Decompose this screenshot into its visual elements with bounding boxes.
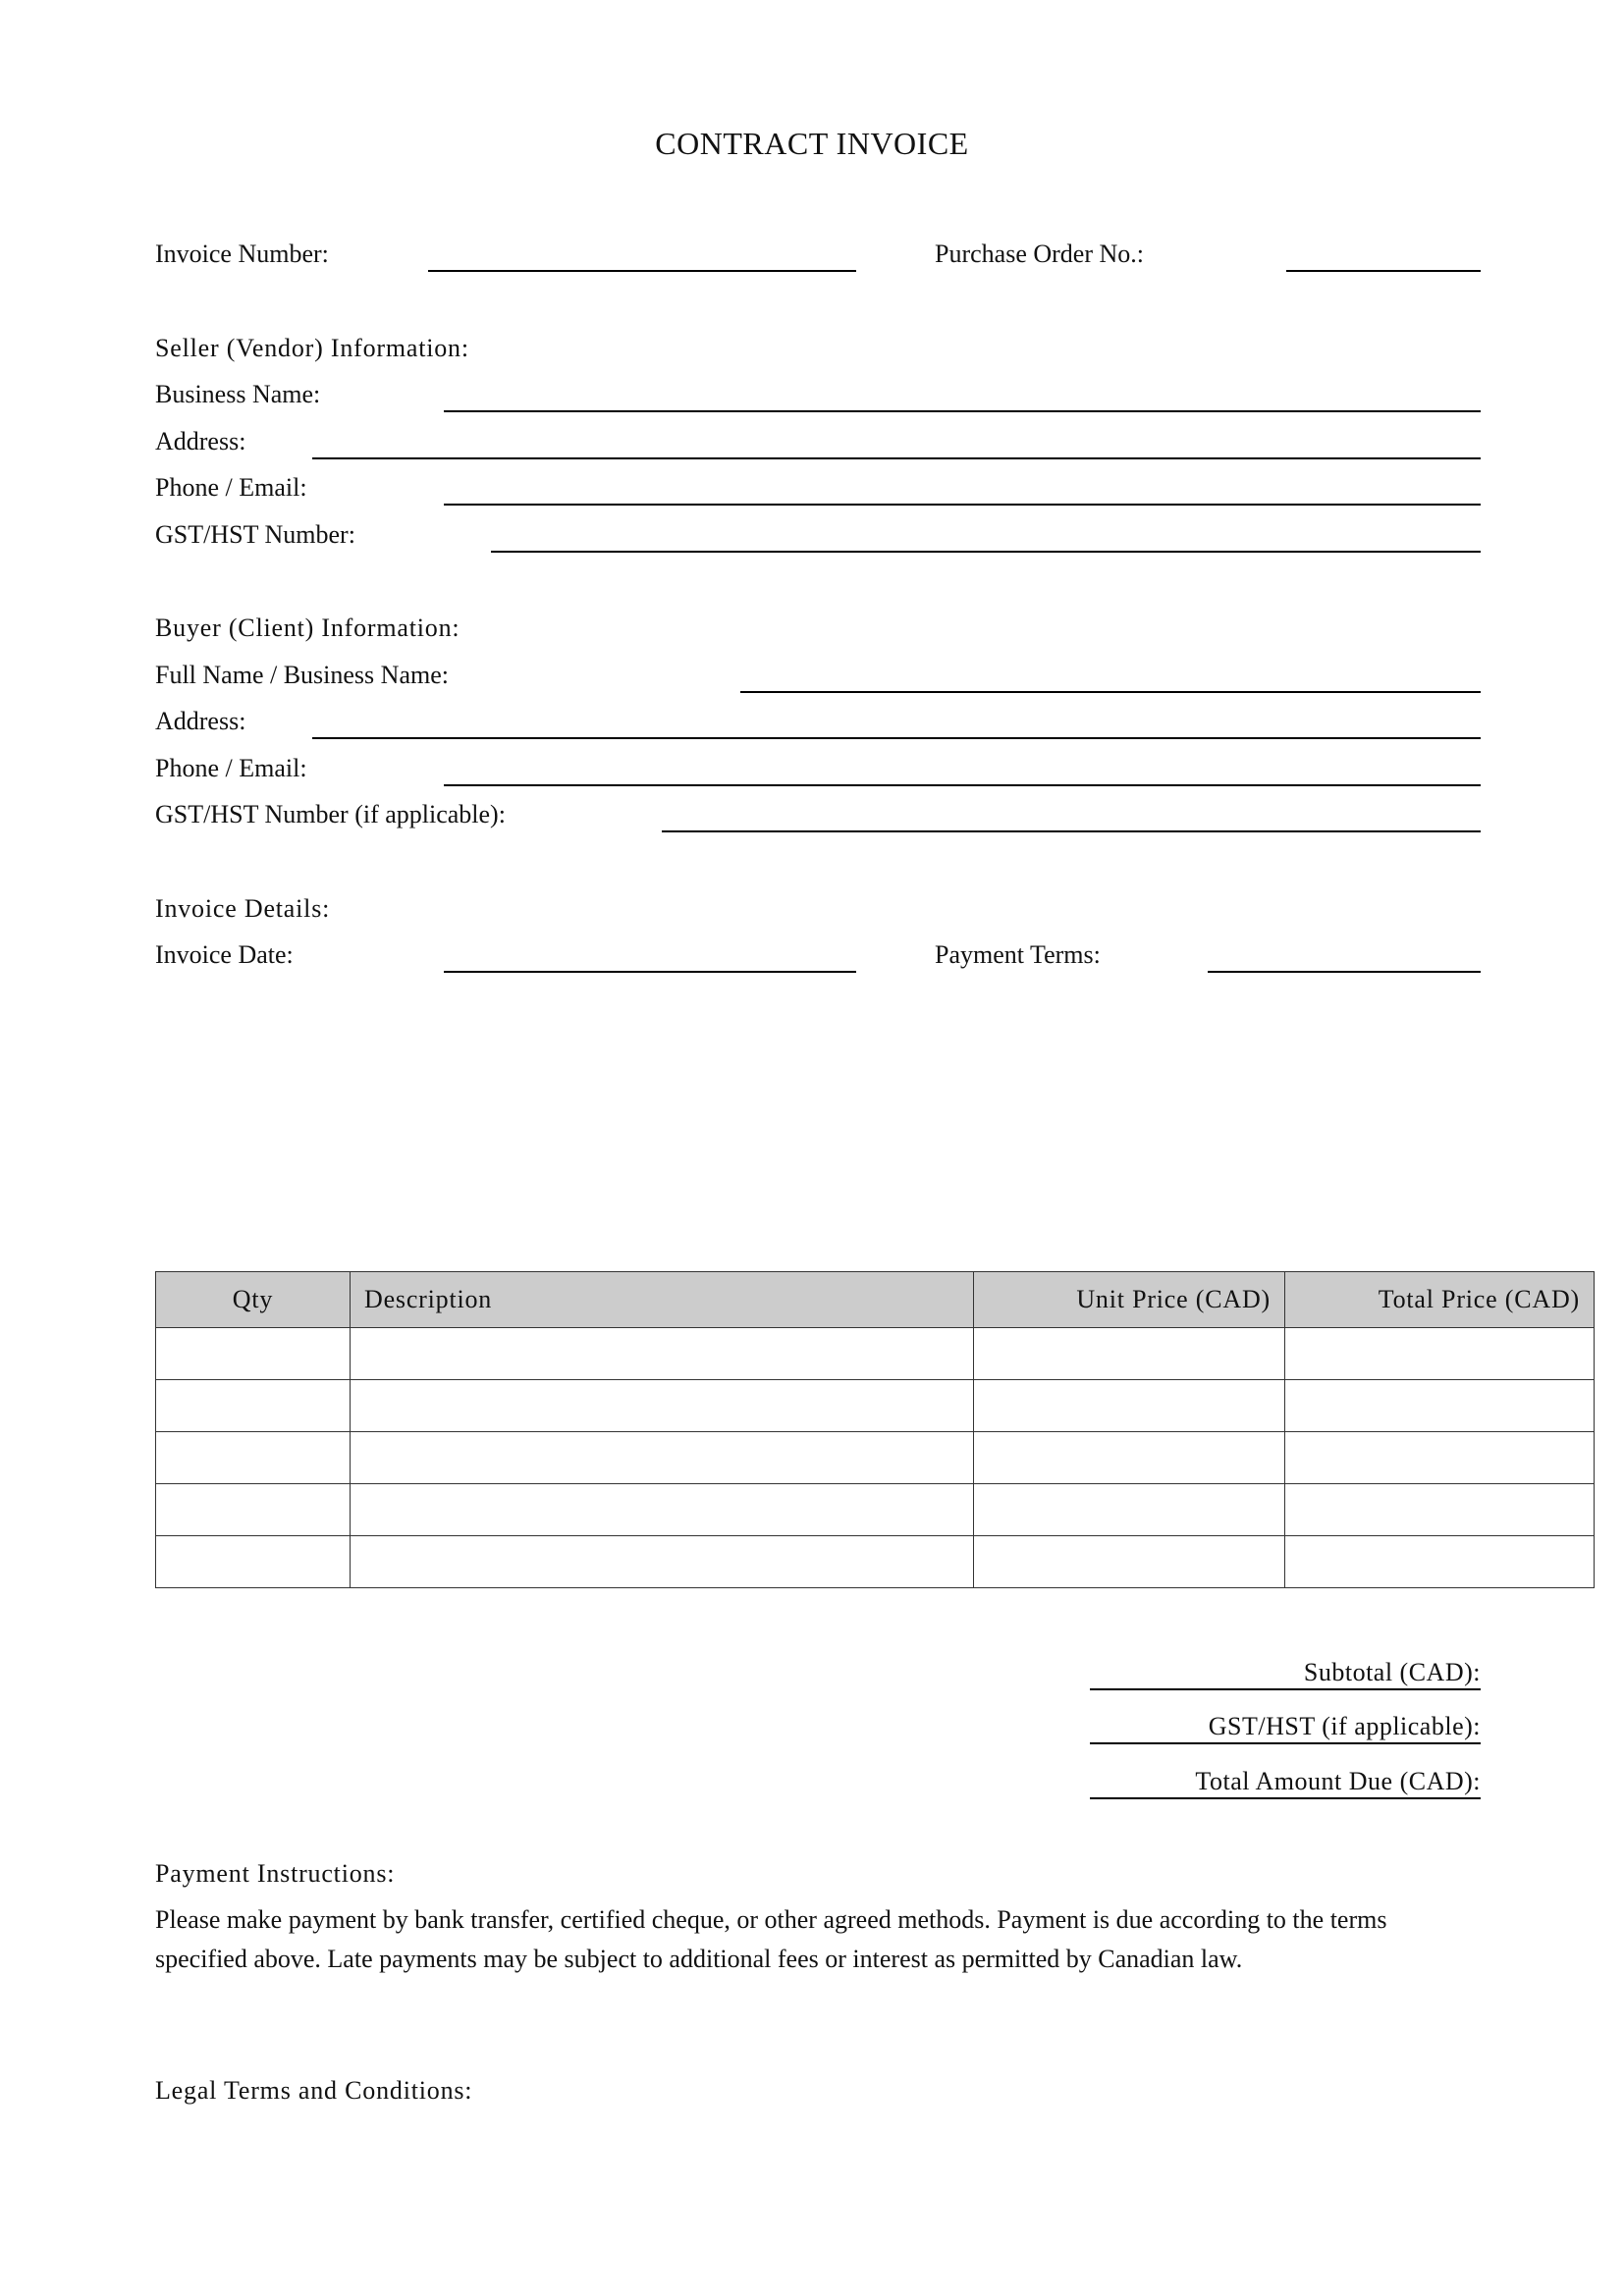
table-header-row — [156, 1272, 1595, 1328]
seller-gst-field[interactable] — [491, 551, 1481, 553]
cell-description[interactable] — [351, 1328, 974, 1380]
payment-terms-label: Payment Terms: — [935, 940, 1101, 969]
buyer-address-field[interactable] — [312, 737, 1481, 739]
cell-total-price[interactable] — [1285, 1432, 1595, 1484]
cell-unit-price[interactable] — [974, 1328, 1285, 1380]
invoice-details-heading: Invoice Details: — [155, 894, 331, 923]
table-row — [156, 1380, 1595, 1432]
total-due-label: Total Amount Due (CAD): — [1195, 1767, 1481, 1795]
buyer-phone-email-field[interactable] — [444, 784, 1481, 786]
cell-qty[interactable] — [156, 1328, 351, 1380]
cell-description[interactable] — [351, 1536, 974, 1588]
buyer-name-label: Full Name / Business Name: — [155, 661, 449, 689]
seller-gst-label: GST/HST Number: — [155, 520, 355, 549]
gst-total-field[interactable] — [1090, 1742, 1481, 1744]
cell-qty[interactable] — [156, 1432, 351, 1484]
page-title: CONTRACT INVOICE — [655, 126, 969, 161]
legal-terms-heading: Legal Terms and Conditions: — [155, 2076, 473, 2105]
payment-instructions-text: Please make payment by bank transfer, certified cheque, or other agreed methods. Payment is due according to the terms specified above. Late payments may be subject to additional fees or interest as permitted by Canadian law. — [155, 1905, 1387, 1973]
invoice-date-label: Invoice Date: — [155, 940, 294, 969]
seller-business-name-label: Business Name: — [155, 380, 321, 408]
payment-terms-field[interactable] — [1208, 971, 1481, 973]
buyer-phone-email-label: Phone / Email: — [155, 754, 307, 782]
cell-qty[interactable] — [156, 1484, 351, 1536]
cell-unit-price[interactable] — [974, 1536, 1285, 1588]
table-row — [156, 1432, 1595, 1484]
buyer-name-field[interactable] — [740, 691, 1481, 693]
invoice-number-field[interactable] — [428, 270, 856, 272]
purchase-order-label: Purchase Order No.: — [935, 240, 1144, 268]
gst-total-label: GST/HST (if applicable): — [1208, 1712, 1481, 1740]
subtotal-field[interactable] — [1090, 1688, 1481, 1690]
buyer-heading: Buyer (Client) Information: — [155, 614, 460, 642]
column-header-description: Description — [351, 1272, 974, 1328]
seller-address-field[interactable] — [312, 457, 1481, 459]
buyer-address-label: Address: — [155, 707, 246, 735]
payment-instructions-heading: Payment Instructions: — [155, 1859, 396, 1888]
total-due-field[interactable] — [1090, 1797, 1481, 1799]
table-row — [156, 1328, 1595, 1380]
column-header-unit-price: Unit Price (CAD) — [974, 1272, 1285, 1328]
cell-description[interactable] — [351, 1380, 974, 1432]
cell-description[interactable] — [351, 1432, 974, 1484]
cell-total-price[interactable] — [1285, 1484, 1595, 1536]
subtotal-label: Subtotal (CAD): — [1303, 1658, 1481, 1686]
column-header-total-price: Total Price (CAD) — [1285, 1272, 1595, 1328]
cell-description[interactable] — [351, 1484, 974, 1536]
cell-qty[interactable] — [156, 1536, 351, 1588]
buyer-gst-field[interactable] — [662, 830, 1481, 832]
seller-phone-email-label: Phone / Email: — [155, 473, 307, 502]
line-items-table — [155, 1271, 1595, 1588]
seller-address-label: Address: — [155, 427, 246, 455]
cell-total-price[interactable] — [1285, 1536, 1595, 1588]
purchase-order-field[interactable] — [1286, 270, 1481, 272]
invoice-date-field[interactable] — [444, 971, 856, 973]
seller-phone-email-field[interactable] — [444, 504, 1481, 506]
cell-total-price[interactable] — [1285, 1380, 1595, 1432]
cell-qty[interactable] — [156, 1380, 351, 1432]
seller-business-name-field[interactable] — [444, 410, 1481, 412]
column-header-qty: Qty — [156, 1272, 351, 1328]
cell-unit-price[interactable] — [974, 1484, 1285, 1536]
cell-unit-price[interactable] — [974, 1432, 1285, 1484]
cell-unit-price[interactable] — [974, 1380, 1285, 1432]
buyer-gst-label: GST/HST Number (if applicable): — [155, 800, 506, 828]
table-row — [156, 1536, 1595, 1588]
seller-heading: Seller (Vendor) Information: — [155, 334, 469, 362]
invoice-number-label: Invoice Number: — [155, 240, 329, 268]
cell-total-price[interactable] — [1285, 1328, 1595, 1380]
table-row — [156, 1484, 1595, 1536]
